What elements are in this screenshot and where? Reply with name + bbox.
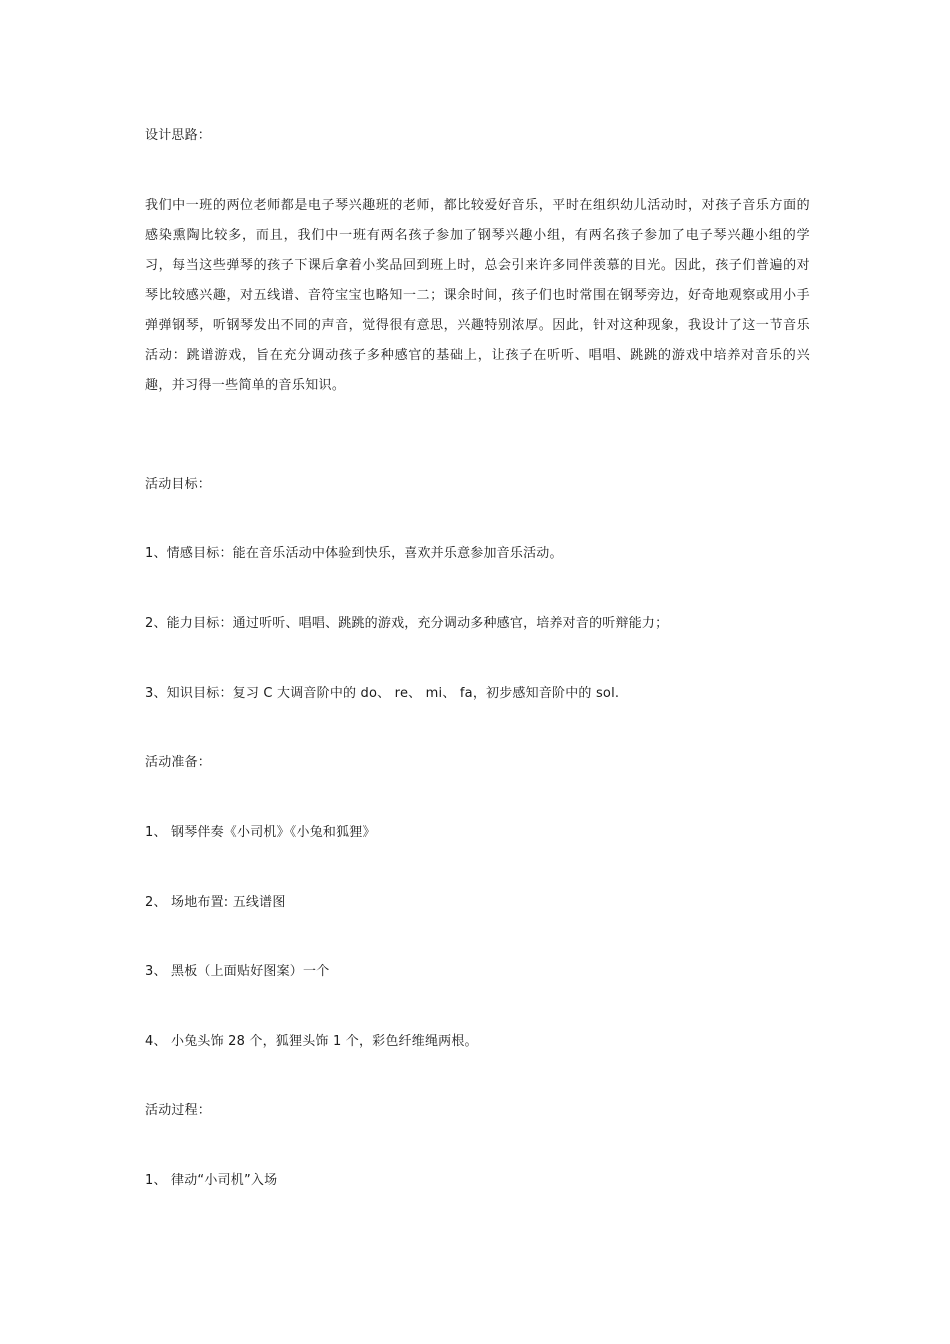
goals-heading: 活动目标： (145, 477, 212, 492)
prep-item: 4、 小兔头饰 28 个，狐狸头饰 1 个，彩色纤维绳两根。 (145, 1034, 478, 1049)
process-item: 1、 律动“小司机”入场 (145, 1173, 278, 1188)
goal-item: 1、情感目标：能在音乐活动中体验到快乐，喜欢并乐意参加音乐活动。 (145, 546, 563, 561)
prep-heading: 活动准备： (145, 755, 212, 770)
goal-item: 3、知识目标：复习 C 大调音阶中的 do、 re、 mi、 fa，初步感知音阶中的 sol. (145, 686, 620, 701)
design-heading: 设计思路： (145, 128, 212, 143)
process-heading: 活动过程： (145, 1103, 212, 1118)
design-paragraph: 我们中一班的两位老师都是电子琴兴趣班的老师，都比较爱好音乐，平时在组织幼儿活动时，对孩子音乐方面的感染熏陶比较多，而且，我们中一班有两名孩子参加了钢琴兴趣小组，有两名孩子参加了电子琴兴趣小组的学习，每当这些弹琴的孩子下课后拿着小奖品回到班上时，总会引来许多同伴羡慕的目光。因此，孩子们普遍的对琴比较感兴趣，对五线谱、音符宝宝也略知一二；课余时间，孩子们也时常围在钢琴旁边，好奇地观察或用小手弹弹钢琴，听钢琴发出不同的声音，觉得很有意思，兴趣特别浓厚。因此，针对这种现象，我设计了这一节音乐活动：跳谱游戏，旨在充分调动孩子多种感官的基础上，让孩子在听听、唱唱、跳跳的游戏中培养对音乐的兴趣，并习得一些简单的音乐知识。 (145, 198, 810, 393)
prep-item: 3、 黑板（上面贴好图案）一个 (145, 964, 330, 979)
prep-item: 2、 场地布置: 五线谱图 (145, 895, 286, 910)
prep-item: 1、 钢琴伴奏《小司机》《小兔和狐狸》 (145, 825, 376, 840)
goal-item: 2、能力目标：通过听听、唱唱、跳跳的游戏，充分调动多种感官，培养对音的听辩能力； (145, 616, 669, 631)
